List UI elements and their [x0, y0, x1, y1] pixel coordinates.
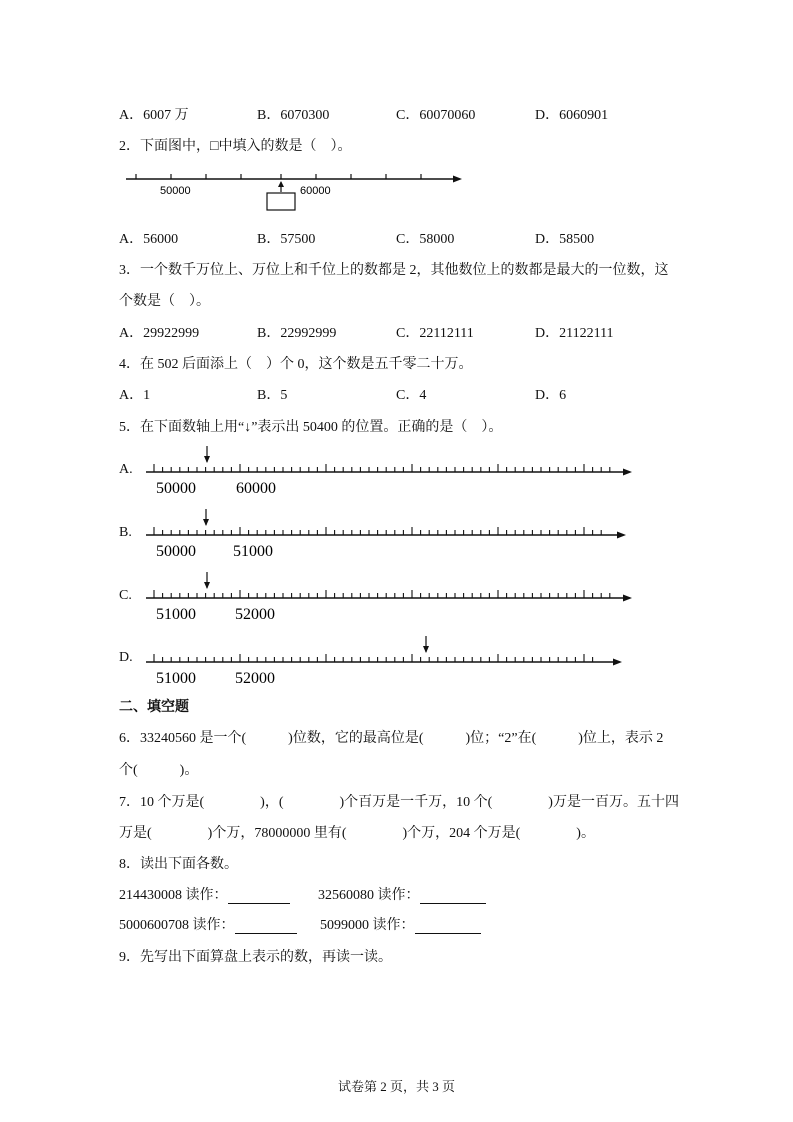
- q8-item-1: [119, 884, 290, 904]
- q1-option-c[interactable]: C．60070060: [396, 108, 476, 123]
- q2-number-line: [120, 162, 470, 214]
- q4-option-c[interactable]: C．4: [396, 388, 427, 403]
- q4-option-d[interactable]: D．6: [535, 388, 567, 403]
- q8-item-2: [318, 884, 486, 904]
- q3-option-b[interactable]: B．22992999: [257, 326, 337, 341]
- q2-option-b[interactable]: B．57500: [257, 232, 316, 247]
- section-title: 二、填空题: [119, 699, 189, 715]
- q6-line2: 个( )。: [119, 763, 199, 778]
- q5-option-a-letter[interactable]: A.: [119, 462, 133, 477]
- q8-answer-blank-3[interactable]: [235, 919, 297, 934]
- q1-option-a[interactable]: A．6007 万: [119, 108, 189, 123]
- q5-stem: 5．在下面数轴上用“↓”表示出 50400 的位置。正确的是（ ）。: [119, 420, 503, 435]
- q4-option-b[interactable]: B．5: [257, 388, 288, 403]
- q5-c-label-2: 52000: [235, 606, 275, 623]
- q3-stem-line2: 个数是（ ）。: [119, 294, 210, 309]
- q8-item-4-label: 5099000 读作：: [320, 918, 415, 933]
- q5-option-b-letter[interactable]: B.: [119, 525, 132, 540]
- q2-option-d[interactable]: D．58500: [535, 232, 595, 247]
- q5-c-label-1: 51000: [156, 606, 196, 623]
- q9-stem: 9．先写出下面算盘上表示的数，再读一读。: [119, 950, 392, 965]
- q1-option-d[interactable]: D．6060901: [535, 108, 609, 123]
- q8-answer-blank-1[interactable]: [228, 889, 290, 904]
- q3-option-d[interactable]: D．21122111: [535, 326, 614, 341]
- q4-stem: 4．在 502 后面添上（ ）个 0，这个数是五千零二十万。: [119, 357, 473, 372]
- q2-answer-box: [267, 193, 295, 210]
- q5-d-label-2: 52000: [235, 670, 275, 686]
- q8-item-2-label: 32560080 读作：: [318, 888, 420, 903]
- axis-arrowhead: [617, 532, 626, 539]
- q5-number-line-a[interactable]: [140, 444, 635, 499]
- q5-number-line-d[interactable]: [140, 628, 625, 686]
- q5-option-c-letter[interactable]: C.: [119, 588, 132, 603]
- q8-item-4: [320, 914, 481, 934]
- q2-axis-label-2: 60000: [300, 185, 331, 197]
- q5-a-label-1: 50000: [156, 480, 196, 497]
- q5-d-label-1: 51000: [156, 670, 196, 686]
- q5-a-label-2: 60000: [236, 480, 276, 497]
- q4-option-a[interactable]: A．1: [119, 388, 151, 403]
- q8-item-3-label: 5000600708 读作：: [119, 918, 235, 933]
- axis-arrowhead: [623, 469, 632, 476]
- q7-line1: 7．10 个万是( )，( )个百万是一千万，10 个( )万是一百万。五十四: [119, 795, 679, 810]
- q3-stem-line1: 3．一个数千万位上、万位上和千位上的数都是 2，其他数位上的数都是最大的一位数，这: [119, 263, 669, 278]
- down-arrow-head: [204, 456, 210, 463]
- q2-option-c[interactable]: C．58000: [396, 232, 455, 247]
- q8-answer-blank-4[interactable]: [415, 919, 481, 934]
- q5-b-label-1: 50000: [156, 543, 196, 560]
- q8-item-3: [119, 914, 297, 934]
- q7-line2: 万是( )个万，78000000 里有( )个万，204 个万是( )。: [119, 826, 595, 841]
- q8-stem: 8．读出下面各数。: [119, 857, 238, 872]
- down-arrow-head: [204, 582, 210, 589]
- q5-option-d-letter[interactable]: D.: [119, 650, 133, 665]
- down-arrow-head: [423, 646, 429, 653]
- q5-number-line-b[interactable]: [140, 508, 630, 563]
- q8-item-1-label: 214430008 读作：: [119, 888, 228, 903]
- q5-number-line-c[interactable]: [140, 570, 635, 625]
- q2-axis-label-1: 50000: [160, 185, 191, 197]
- page-footer: 试卷第 2 页，共 3 页: [337, 1079, 455, 1094]
- axis-arrowhead: [623, 595, 632, 602]
- axis-arrowhead: [613, 659, 622, 666]
- q6-line1: 6．33240560 是一个( )位数，它的最高位是( )位；“2”在( )位上，表示 2: [119, 731, 664, 746]
- q2-stem: 2．下面图中，□中填入的数是（ ）。: [119, 139, 352, 154]
- q5-b-label-2: 51000: [233, 543, 273, 560]
- q3-option-c[interactable]: C．22112111: [396, 326, 474, 341]
- q2-option-a[interactable]: A．56000: [119, 232, 179, 247]
- down-arrow-head: [203, 519, 209, 526]
- q3-option-a[interactable]: A．29922999: [119, 326, 200, 341]
- q8-answer-blank-2[interactable]: [420, 889, 486, 904]
- q1-option-b[interactable]: B．6070300: [257, 108, 330, 123]
